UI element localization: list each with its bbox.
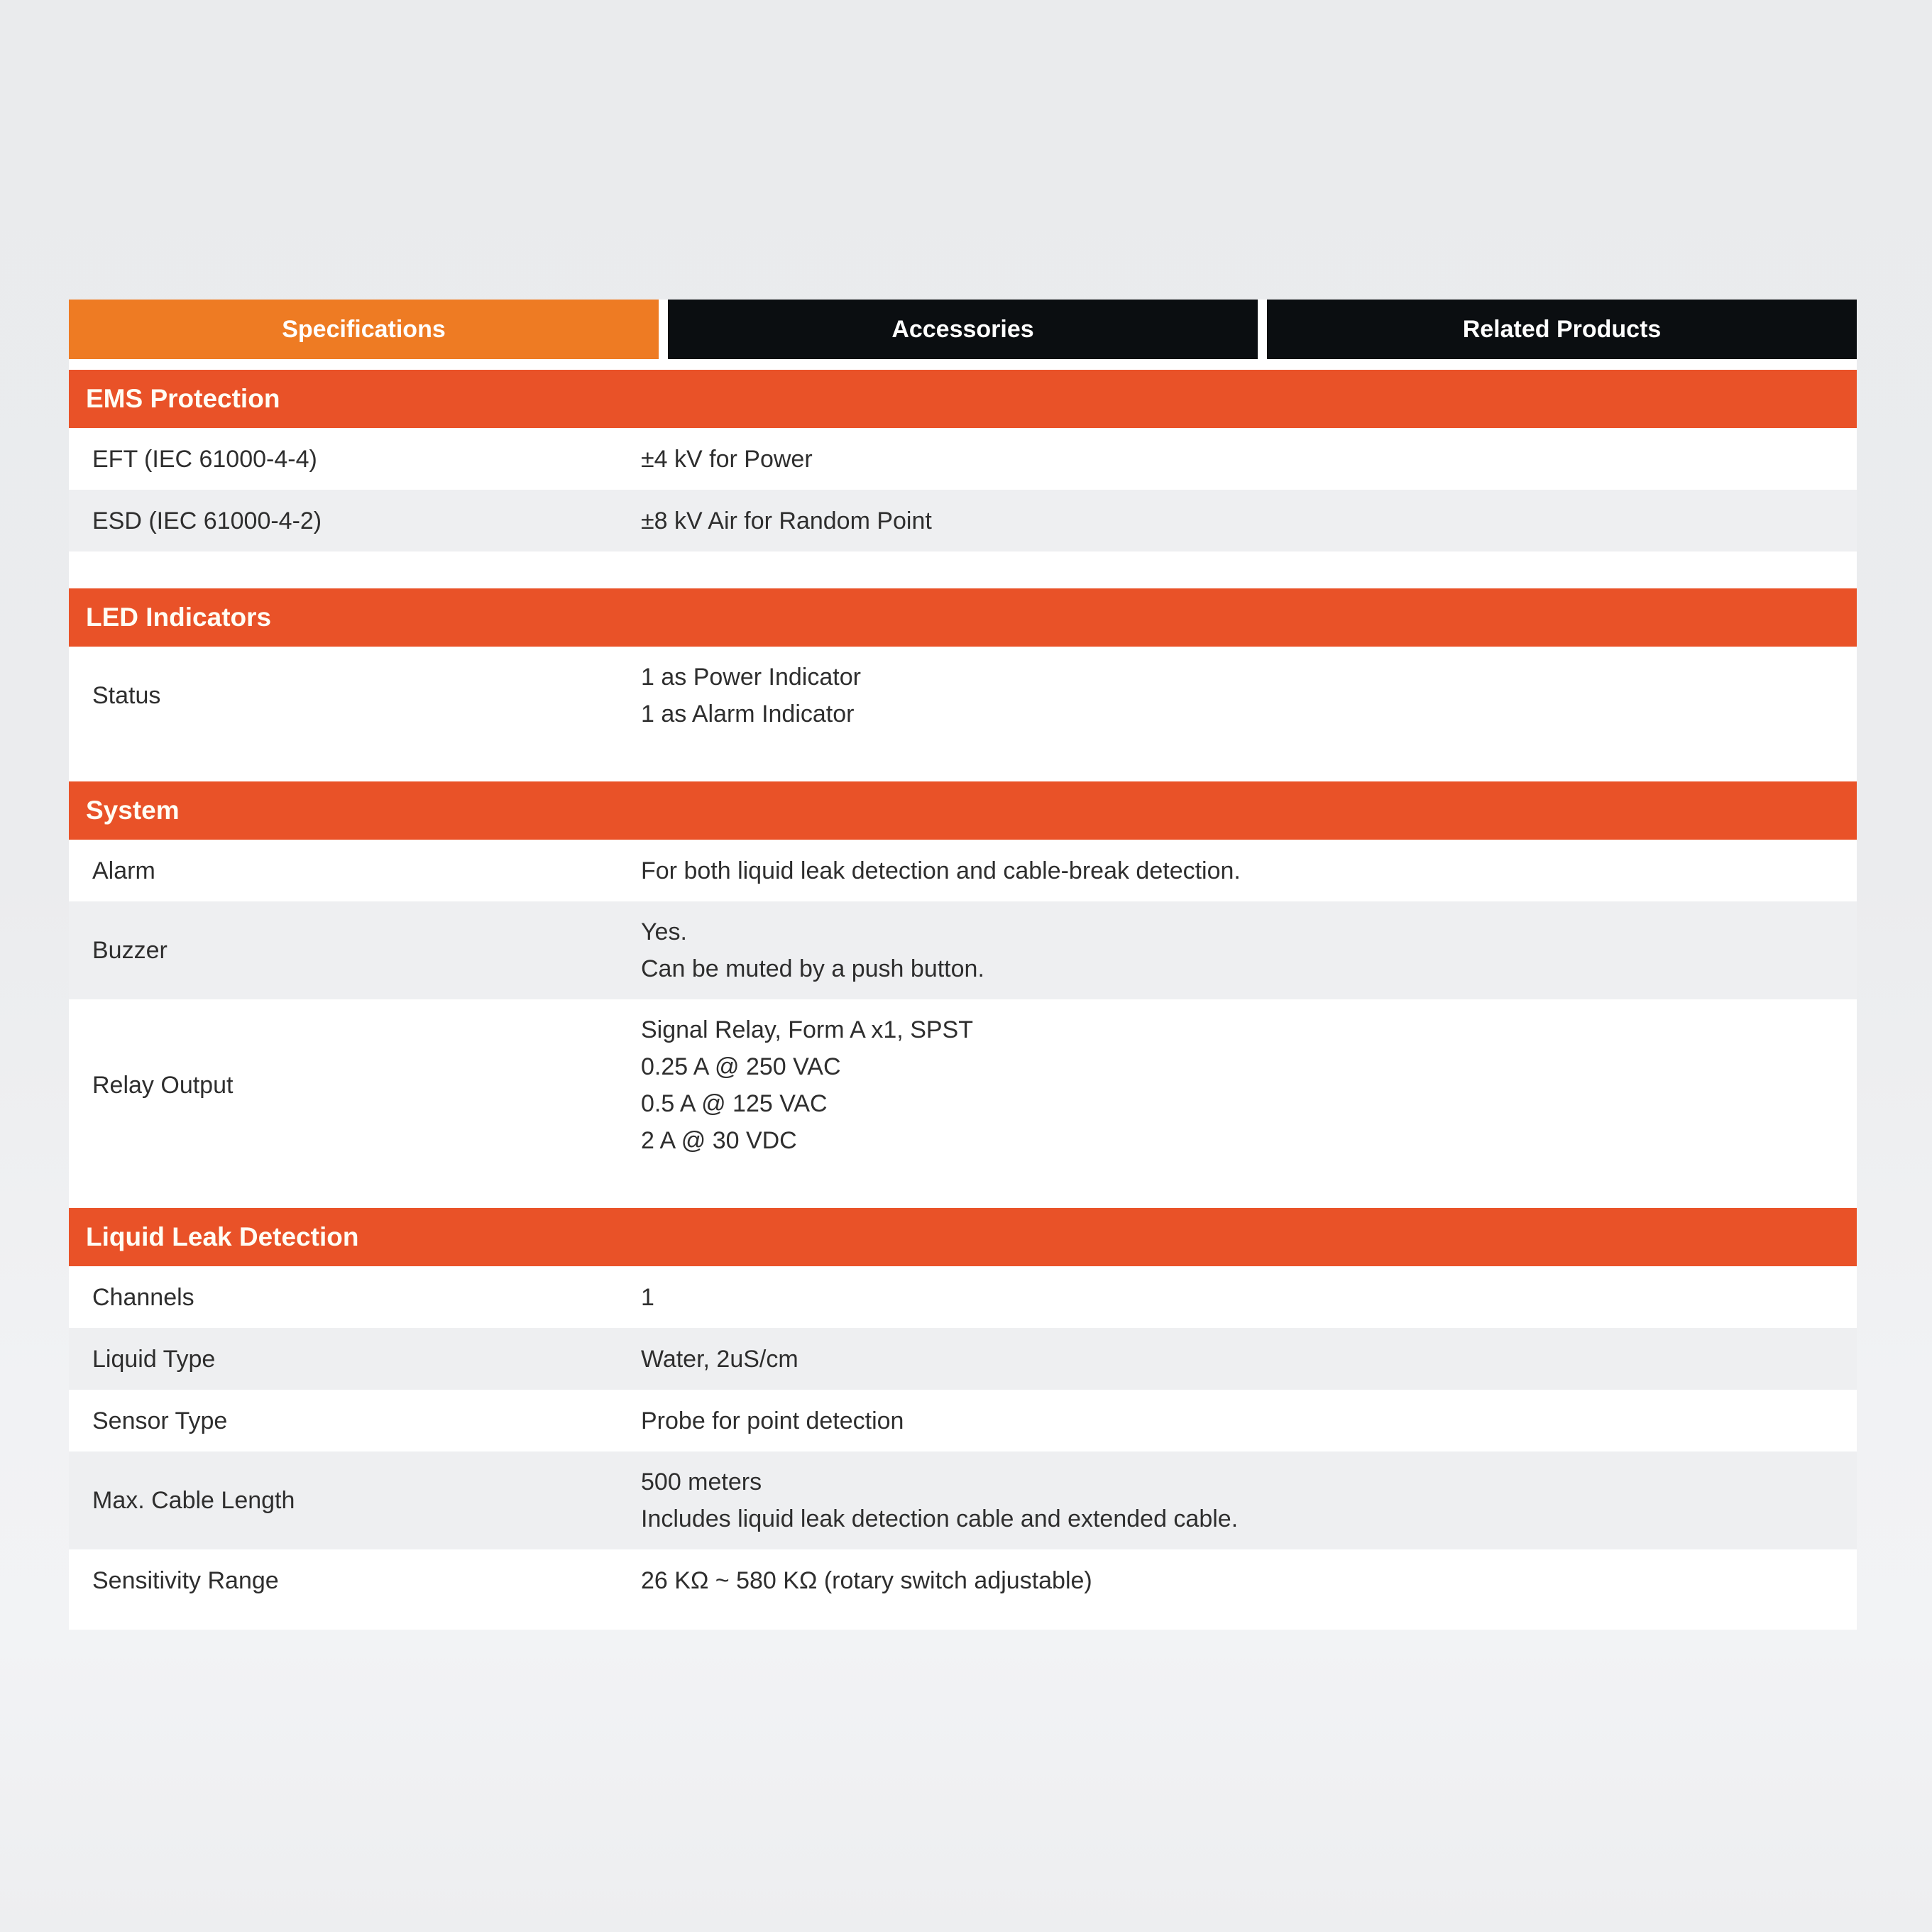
- spec-row-alarm: [69, 840, 1857, 901]
- spec-row-liquid-type: [69, 1328, 1857, 1390]
- spec-value: [641, 1011, 1857, 1159]
- spec-label: Status: [92, 682, 161, 709]
- spec-value-line: 26 KΩ ~ 580 KΩ (rotary switch adjustable): [641, 1566, 1092, 1594]
- spec-label: Alarm: [92, 857, 155, 884]
- spec-value-line: For both liquid leak detection and cable-break detection.: [641, 857, 1241, 884]
- spec-value: [641, 1464, 1857, 1537]
- spec-row-esd-iec-61000-4-2: [69, 490, 1857, 551]
- section-header-system: System: [69, 781, 1857, 840]
- spec-value: [641, 441, 1857, 478]
- section-ems-protection: [69, 370, 1857, 551]
- spec-value-line: 1 as Alarm Indicator: [641, 701, 855, 728]
- spec-value-line: 2 A @ 30 VDC: [641, 1127, 797, 1154]
- spec-value-line: 1: [641, 1283, 654, 1311]
- spec-row-buzzer: [69, 901, 1857, 999]
- tab-accessories[interactable]: Accessories: [668, 300, 1258, 359]
- spec-row-eft-iec-61000-4-4: [69, 428, 1857, 490]
- spec-value-line: 1 as Power Indicator: [641, 664, 861, 691]
- spec-row-status: [69, 647, 1857, 745]
- section-header-ems-protection: EMS Protection: [69, 370, 1857, 428]
- spec-value-line: Can be muted by a push button.: [641, 955, 984, 982]
- spec-value-line: 500 meters: [641, 1469, 762, 1495]
- section-rows: [69, 1266, 1857, 1611]
- spec-row-max-cable-length: [69, 1451, 1857, 1549]
- spec-value-line: Water, 2uS/cm: [641, 1345, 798, 1373]
- section-header-liquid-leak-detection: Liquid Leak Detection: [69, 1208, 1857, 1266]
- spec-row-sensor-type: [69, 1390, 1857, 1451]
- spec-value: [641, 503, 1857, 539]
- spec-value: [641, 852, 1857, 889]
- section-led-indicators: [69, 588, 1857, 745]
- spec-value-line: 0.5 A @ 125 VAC: [641, 1090, 828, 1117]
- spec-label: Sensor Type: [92, 1407, 228, 1434]
- section-rows: [69, 428, 1857, 551]
- spec-value: [641, 1562, 1857, 1599]
- spec-value: [641, 1279, 1857, 1316]
- spec-label: EFT (IEC 61000-4-4): [92, 445, 317, 473]
- spec-label: Channels: [92, 1283, 194, 1311]
- spec-row-channels: [69, 1266, 1857, 1328]
- spec-value: [641, 913, 1857, 987]
- spec-value-line: 0.25 A @ 250 VAC: [641, 1053, 841, 1080]
- section-rows: [69, 840, 1857, 1171]
- tab-specifications[interactable]: Specifications: [69, 300, 659, 359]
- spec-value-line: Includes liquid leak detection cable and extended cable.: [641, 1505, 1239, 1532]
- spec-label: Relay Output: [92, 1072, 234, 1099]
- section-system: [69, 781, 1857, 1171]
- spec-card: [69, 359, 1857, 1630]
- section-rows: [69, 647, 1857, 745]
- spec-value-line: ±8 kV Air for Random Point: [641, 507, 932, 534]
- spec-value: [641, 1403, 1857, 1439]
- tab-bar: [69, 300, 1857, 359]
- spec-value-line: Signal Relay, Form A x1, SPST: [641, 1016, 973, 1043]
- section-header-led-indicators: LED Indicators: [69, 588, 1857, 647]
- spec-label: Max. Cable Length: [92, 1487, 295, 1514]
- spec-row-sensitivity-range: [69, 1549, 1857, 1611]
- section-liquid-leak-detection: [69, 1208, 1857, 1611]
- spec-label: Sensitivity Range: [92, 1566, 279, 1594]
- spec-value-line: ±4 kV for Power: [641, 445, 813, 473]
- tab-related-products[interactable]: Related Products: [1267, 300, 1857, 359]
- specifications-panel: [69, 300, 1857, 1630]
- spec-value: [641, 659, 1857, 732]
- spec-value-line: Yes.: [641, 918, 687, 945]
- spec-value-line: Probe for point detection: [641, 1407, 904, 1434]
- spec-label: ESD (IEC 61000-4-2): [92, 507, 322, 534]
- spec-label: Buzzer: [92, 937, 168, 964]
- spec-value: [641, 1341, 1857, 1378]
- spec-label: Liquid Type: [92, 1345, 216, 1373]
- spec-row-relay-output: [69, 999, 1857, 1171]
